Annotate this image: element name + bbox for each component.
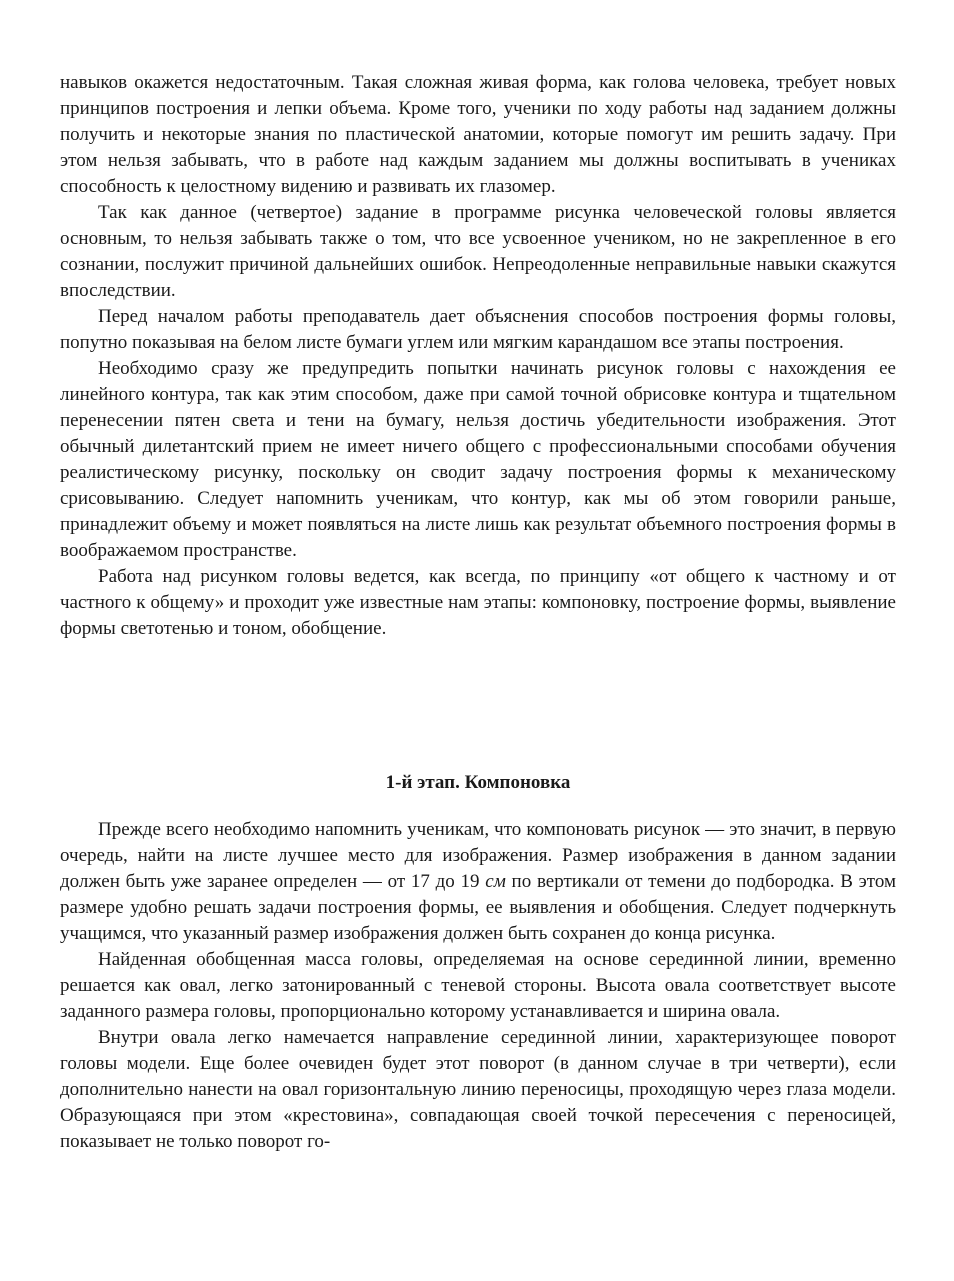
paragraph: Работа над рисунком головы ведется, как всегда, по принципу «от общего к частному и от частного к общему» и проходит уже известные нам этапы: компоновку, построение формы, выявление формы светотенью и тоном, обобщение. — [60, 566, 896, 639]
unit-text: см — [485, 871, 506, 892]
paragraph: Перед началом работы преподаватель дает объяснения способов построения формы головы, попутно показывая на белом листе бумаги углем или мягким карандашом все этапы построения. — [60, 306, 896, 353]
paragraph: навыков окажется недостаточным. Такая сложная живая форма, как голова человека, требует новых принципов построения и лепки объема. Кроме того, ученики по ходу работы над заданием должны получить и некоторые знания по пластической анатомии, которые помогут им решить задачу. При этом нельзя забывать, что в работе над каждым заданием мы должны воспитывать в учениках способность к целостному видению и развивать их глазомер. — [60, 72, 896, 197]
text-section-intro — [60, 70, 896, 642]
paragraph: Так как данное (четвертое) задание в программе рисунка человеческой головы является основным, то нельзя забывать также о том, что все усвоенное учеником, но не закрепленное в его сознании, послужит причиной дальнейших ошибок. Непреодоленные неправильные навыки скажутся впоследствии. — [60, 202, 896, 301]
paragraph-text: Прежде всего необходимо напомнить ученикам, что компоновать рисунок — это значит, в первую очередь, найти на листе лучшее место для изображения. Размер изображения в данном задании должен быть уже заранее определен — от 17 до 19 — [60, 819, 896, 892]
paragraph-text: по вертикали от темени до подбородка. В этом размере удобно решать задачи построения формы, ее выявления и обобщения. Следует подчеркнуть учащимся, что указанный размер изображения должен быть сохранен до конца рисунка. — [60, 871, 896, 944]
section-heading: 1-й этап. Компоновка — [385, 772, 571, 793]
paragraph: Найденная обобщенная масса головы, определяемая на основе серединной линии, временно решается как овал, легко затонированный с теневой стороны. Высота овала соответствует высоте заданного размера головы, пропорционально которому устанавливается и ширина овала. — [60, 949, 896, 1022]
text-section-composition — [60, 817, 896, 1155]
paragraph: Внутри овала легко намечается направление серединной линии, характеризующее поворот головы модели. Еще более очевиден будет этот поворот (в данном случае в три четверти), если дополнительно нанести на овал горизонтальную линию переносицы, проходящую через глаза модели. Образующаяся при этом «крестовина», совпадающая своей точкой пересечения с переносицей, показывает не только поворот го- — [60, 1027, 896, 1152]
paragraph: Необходимо сразу же предупредить попытки начинать рисунок головы с нахождения ее линейного контура, так как этим способом, даже при самой точной обрисовке контура и тщательном перенесении пятен света и тени на бумагу, нельзя достичь убедительности изображения. Этот обычный дилетантский прием не имеет ничего общего с профессиональными способами обучения реалистическому рисунку, поскольку он сводит задачу построения формы к механическому срисовыванию. Следует напомнить ученикам, что контур, как мы об этом говорили раньше, принадлежит объему и может появляться на листе лишь как результат объемного построения формы в воображаемом пространстве. — [60, 358, 896, 561]
paragraph — [60, 817, 896, 947]
